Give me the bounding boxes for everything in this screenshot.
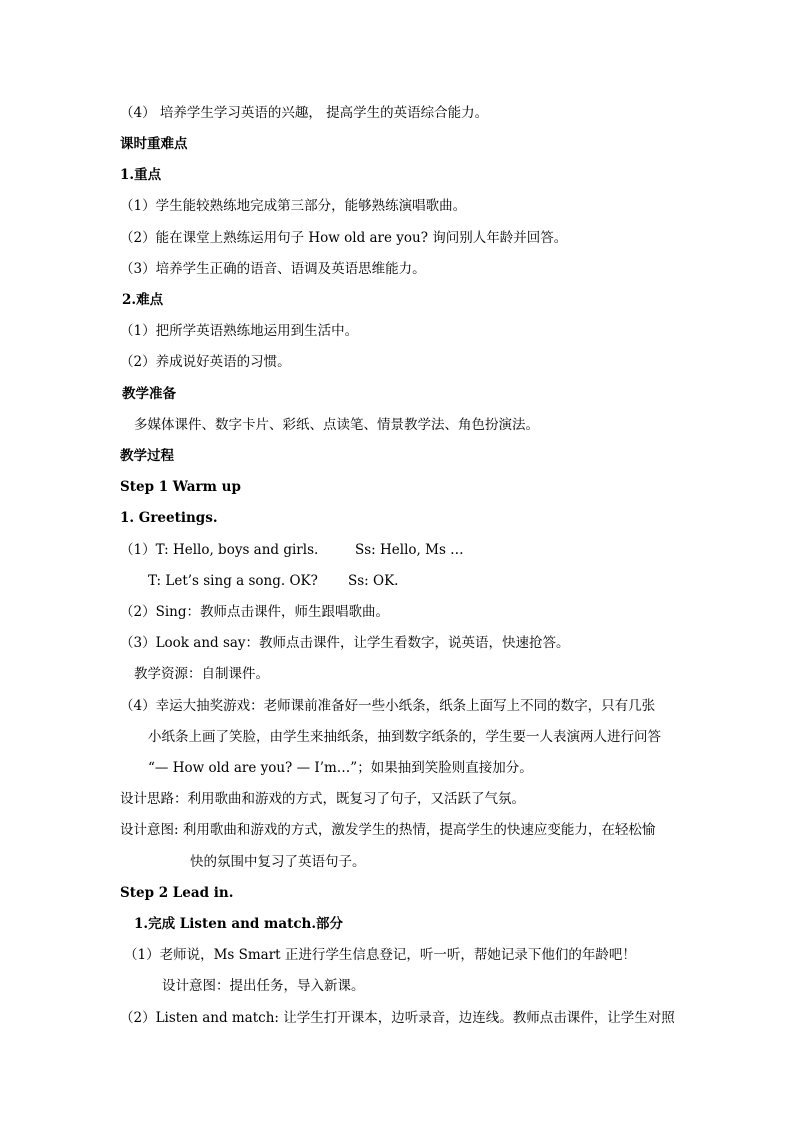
objective-4: （4） 培养学生学习英语的兴趣， 提高学生的英语综合能力。 (120, 105, 489, 121)
lucky-draw-line-2: 小纸条上画了笑脸，由学生来抽纸条，抽到数字纸条的，学生要一人表演两人进行问答 (148, 729, 661, 745)
step1-heading: Step 1 Warm up (120, 479, 241, 495)
lucky-draw-line-3: “— How old are you? — I’m…”；如果抽到笑脸则直接加分。 (148, 760, 533, 776)
activity-look-and-say: （3）Look and say：教师点击课件，让学生看数字，说英语，快速抢答。 (120, 635, 570, 651)
lead-in-item-2: （2）Listen and match: 让学生打开课本，边听录音，边连线。教师点击课件，让学生对照 (120, 1010, 675, 1026)
lead-in-item-1: （1）老师说，Ms Smart 正进行学生信息登记，听一听，帮她记录下他们的年龄吧！ (124, 947, 636, 963)
key-point-1: （1）学生能较熟练地完成第三部分，能够熟练演唱歌曲。 (120, 198, 467, 214)
heading-key-difficult-points: 课时重难点 (120, 136, 188, 152)
lucky-draw-line-1: （4）幸运大抽奖游戏：老师课前准备好一些小纸条，纸条上面写上不同的数字，只有几张 (120, 698, 656, 714)
key-point-3: （3）培养学生正确的语音、语调及英语思维能力。 (120, 261, 426, 277)
greetings-heading: 1. Greetings. (120, 510, 218, 526)
preparation-text: 多媒体课件、数字卡片、彩纸、点读笔、情景教学法、角色扮演法。 (134, 417, 539, 433)
heading-teaching-process: 教学过程 (120, 448, 174, 464)
difficult-point-2: （2）养成说好英语的习惯。 (120, 354, 291, 370)
step2-heading: Step 2 Lead in. (120, 885, 234, 901)
key-point-2: （2）能在课堂上熟练运用句子 How old are you? 询问别人年龄并回答。 (120, 230, 568, 246)
difficult-point-1: （1）把所学英语熟练地运用到生活中。 (120, 323, 359, 339)
design-idea: 设计思路：利用歌曲和游戏的方式，既复习了句子，又活跃了气氛。 (120, 791, 525, 807)
subheading-difficult-points: 2.难点 (122, 292, 164, 308)
dialog-students-1: Ss: Hello, Ms … (355, 542, 464, 558)
dialog-teacher-2: T: Let’s sing a song. OK? (148, 573, 318, 589)
design-intent-line-2: 快的氛围中复习了英语句子。 (190, 854, 366, 870)
lead-in-design-intent: 设计意图：提出任务，导入新课。 (162, 978, 365, 994)
heading-teaching-preparation: 教学准备 (122, 386, 176, 402)
subheading-key-points: 1.重点 (120, 167, 162, 183)
dialog-teacher-1: （1）T: Hello, boys and girls. (120, 542, 319, 558)
design-intent-line-1: 设计意图: 利用歌曲和游戏的方式，激发学生的热情，提高学生的快速应变能力，在轻松愉 (120, 822, 656, 838)
activity-sing: （2）Sing：教师点击课件，师生跟唱歌曲。 (120, 604, 389, 620)
dialog-students-2: Ss: OK. (348, 573, 399, 589)
listen-match-heading: 1.完成 Listen and match.部分 (134, 916, 344, 932)
teaching-resource: 教学资源：自制课件。 (134, 666, 269, 682)
